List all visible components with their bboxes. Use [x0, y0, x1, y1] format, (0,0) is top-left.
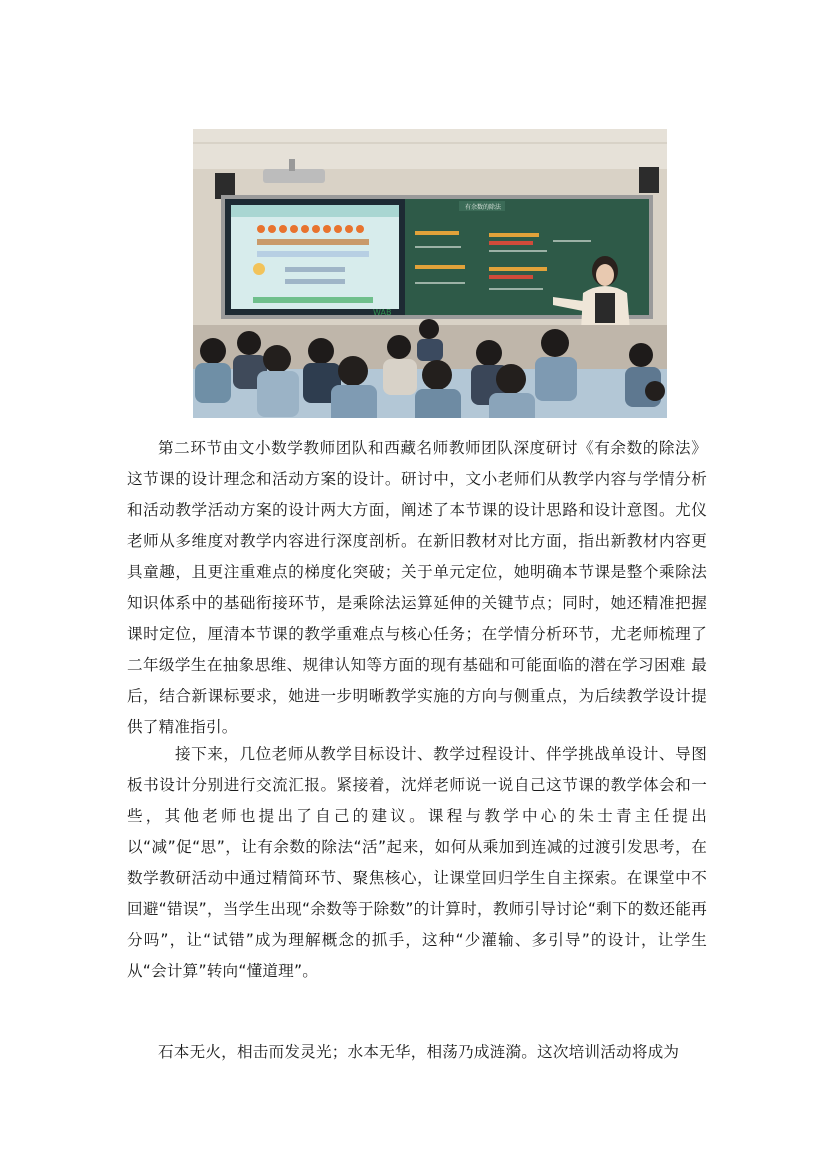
- classroom-photo: [193, 129, 667, 418]
- paragraph-3-text: 石本无火，相击而发灵光；水本无华，相荡乃成涟漪。这次培训活动将成为: [158, 1043, 680, 1061]
- paragraph-3: [127, 1037, 707, 1068]
- paragraph-1: [127, 433, 707, 743]
- paragraph-2-text: 接下来，几位老师从教学目标设计、教学过程设计、伴学挑战单设计、导图板书设计分别进行交流汇报。紧接着，沈烊老师说一说自己这节课的教学体会和一些，其他老师也提出了自己的建议。课程与教学中心的朱士青主任提出以“减”促“思”，让有余数的除法“活”起来，如何从乘加到连减的过渡引发思考，在数学教研活动中通过精简环节、聚焦核心，让课堂回归学生自主探索。在课堂中不回避“错误”，当学生出现“余数等于除数”的计算时，教师引导讨论“剩下的数还能再分吗”，让“试错”成为理解概念的抓手，这种“少灌输、多引导”的设计，让学生从“会计算”转向“懂道理”。: [127, 745, 707, 980]
- paragraph-2: [127, 739, 707, 987]
- paragraph-1-text: 第二环节由文小数学教师团队和西藏名师教师团队深度研讨《有余数的除法》这节课的设计理念和活动方案的设计。研讨中，文小老师们从教学内容与学情分析和活动教学活动方案的设计两大方面，阐述了本节课的设计思路和设计意图。尤仪老师从多维度对教学内容进行深度剖析。在新旧教材对比方面，指出新教材内容更具童趣，且更注重难点的梯度化突破；关于单元定位，她明确本节课是整个乘除法知识体系中的基础衔接环节，是乘除法运算延伸的关键节点；同时，她还精准把握课时定位，厘清本节课的教学重难点与核心任务；在学情分析环节，尤老师梳理了二年级学生在抽象思维、规律认知等方面的现有基础和可能面临的潜在学习困难 最后，结合新课标要求，她进一步明晰教学实施的方向与侧重点，为后续教学设计提供了精准指引。: [127, 439, 707, 736]
- board-title: 有余数的除法: [465, 204, 502, 211]
- screen-corner-text: WAB: [373, 308, 392, 317]
